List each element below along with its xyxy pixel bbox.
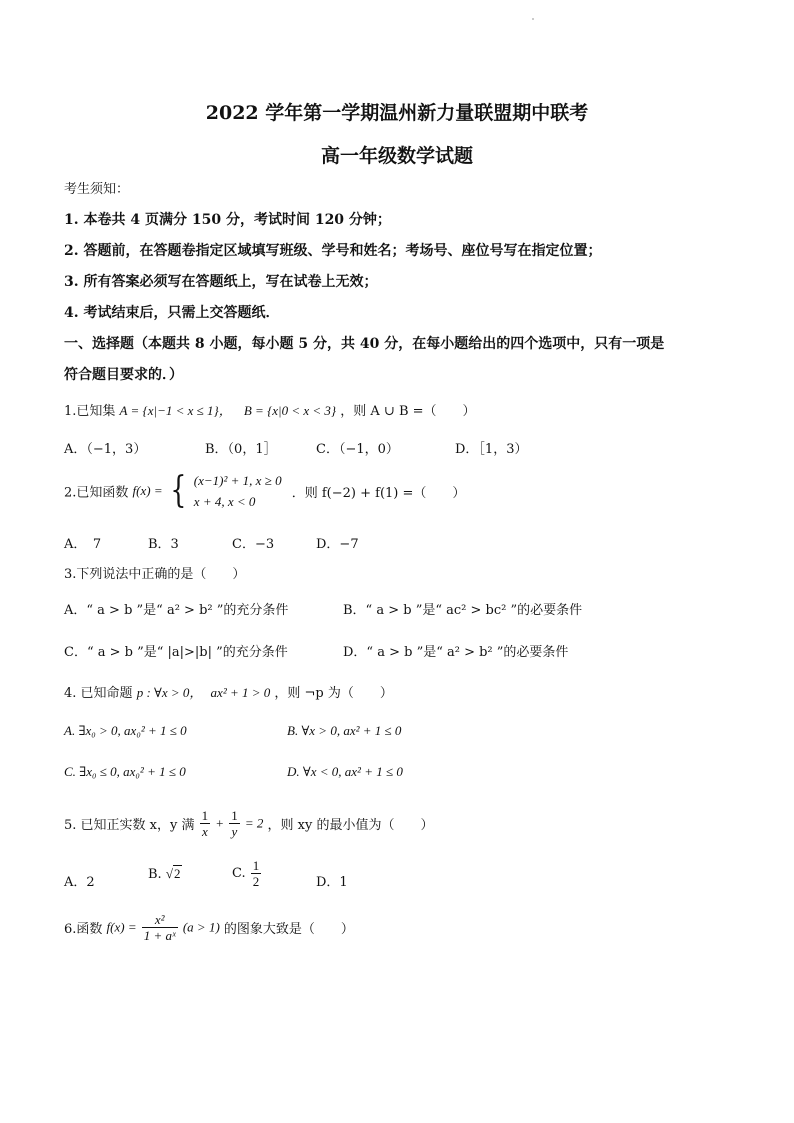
q4-option-a: A. ∃x₀ > 0, ax₀² + 1 ≤ 0 bbox=[64, 723, 187, 738]
question-6 bbox=[64, 912, 354, 943]
question-4 bbox=[64, 682, 393, 701]
q5-eq-tail: = 2 bbox=[244, 815, 264, 831]
q5-option-d: D．1 bbox=[316, 875, 348, 890]
q4-lead: 4. 已知命题 bbox=[64, 686, 133, 701]
q4-option-c: C. ∃x₀ ≤ 0, ax₀² + 1 ≤ 0 bbox=[64, 764, 186, 779]
section-heading: 一、选择题（本题共 8 小题，每小题 5 分，共 40 分，在每小题给出的四个选项中，只有一项是 bbox=[64, 336, 665, 352]
q2-option-c: C．−3 bbox=[232, 537, 275, 552]
q1-option-c: C．（−1，0） bbox=[316, 442, 399, 457]
q4-tail: ，则 ¬p 为（ ） bbox=[274, 686, 393, 701]
q5-plus: + bbox=[215, 815, 225, 831]
q6-den: 1 + aˣ bbox=[143, 928, 176, 943]
q5-frac-2: $\frac{1}{y}$ bbox=[231, 808, 238, 839]
notice-item-3: 3. 所有答案必须写在答题纸上，写在试卷上无效； bbox=[64, 274, 378, 290]
q4-option-d: D. ∀x < 0, ax² + 1 ≤ 0 bbox=[287, 764, 403, 779]
q5-sqrt: √2 bbox=[165, 866, 181, 881]
scan-speck bbox=[532, 18, 534, 20]
q5-option-c-num: 1 bbox=[252, 858, 260, 873]
q3-option-d: D．“ a > b ”是“ a² > b² ”的必要条件 bbox=[343, 645, 569, 660]
q1-set-b: B = {x|0 < x < 3} bbox=[243, 403, 337, 418]
q5-tail: ，则 xy 的最小值为（ ） bbox=[267, 818, 434, 833]
q1-option-a: A．（−1，3） bbox=[64, 442, 147, 457]
q6-fx: f(x) = bbox=[106, 919, 137, 935]
q3-option-b: B．“ a > b ”是“ ac² > bc² ”的必要条件 bbox=[343, 603, 583, 618]
q5-lead: 5. 已知正实数 x，y 满 bbox=[64, 818, 195, 833]
q5-sqrt-radicand: 2 bbox=[173, 866, 181, 881]
q5-option-b bbox=[148, 866, 182, 882]
q5-frac-1: $\frac{1}{x}$ bbox=[201, 808, 209, 839]
q3-option-a: A．“ a > b ”是“ a² > b² ”的充分条件 bbox=[64, 603, 289, 618]
q1-tail: ，则 A ∪ B =（ ） bbox=[340, 404, 476, 419]
notice-heading: 考生须知： bbox=[64, 182, 130, 197]
question-5 bbox=[64, 808, 433, 839]
q6-tail: 的图象大致是（ ） bbox=[223, 922, 354, 937]
q2-lead: 2.已知函数 bbox=[64, 485, 129, 501]
question-3: 3.下列说法中正确的是（ ） bbox=[64, 567, 246, 582]
question-1 bbox=[64, 400, 476, 419]
q2-case-2: x + 4, x < 0 bbox=[193, 494, 256, 509]
q5-option-c-den: 2 bbox=[252, 874, 260, 889]
question-2 bbox=[64, 470, 465, 512]
q6-lead: 6.函数 bbox=[64, 922, 103, 937]
q2-option-d: D．−7 bbox=[316, 537, 359, 552]
q1-option-b: B．（0，1］ bbox=[205, 442, 277, 457]
q4-expr: ax² + 1 > 0 bbox=[210, 685, 271, 700]
q1-option-d: D．［1，3） bbox=[455, 442, 528, 457]
exam-title: 2022 学年第一学期温州新力量联盟期中联考 bbox=[205, 102, 589, 124]
q2-option-b: B．3 bbox=[148, 537, 179, 552]
exam-subtitle: 高一年级数学试题 bbox=[320, 145, 473, 167]
q4-prop: p : ∀x > 0， bbox=[136, 685, 203, 700]
q2-cases bbox=[194, 470, 282, 512]
section-heading-cont: 符合题目要求的．） bbox=[64, 367, 183, 383]
q5-option-c bbox=[232, 858, 262, 889]
q2-case-1: (x−1)² + 1, x ≥ 0 bbox=[193, 473, 282, 488]
q2-tail: ．则 f(−2) + f(1) =（ ） bbox=[291, 485, 466, 501]
q2-option-a: A． 7 bbox=[64, 537, 102, 552]
q3-option-c: C．“ a > b ”是“ |a|>|b| ”的充分条件 bbox=[64, 645, 288, 660]
q2-fx: f(x) = bbox=[132, 483, 163, 498]
q5-option-a: A．2 bbox=[64, 875, 95, 890]
q5-option-b-label: B. bbox=[148, 867, 162, 882]
q4-option-b: B. ∀x > 0, ax² + 1 ≤ 0 bbox=[287, 723, 402, 738]
notice-item-4: 4. 考试结束后，只需上交答题纸． bbox=[64, 305, 280, 321]
q6-num: x² bbox=[142, 912, 178, 928]
notice-item-1: 1. 本卷共 4 页满分 150 分，考试时间 120 分钟； bbox=[64, 212, 391, 228]
q2-brace: { bbox=[170, 470, 187, 511]
q1-lead: 1.已知集 bbox=[64, 404, 116, 419]
q6-frac bbox=[142, 912, 178, 943]
q6-cond: (a > 1) bbox=[182, 919, 220, 935]
q1-set-a: A = {x|−1 < x ≤ 1}， bbox=[119, 403, 232, 418]
q5-option-c-label: C. bbox=[232, 866, 246, 881]
notice-item-2: 2. 答题前，在答题卷指定区域填写班级、学号和姓名；考场号、座位号写在指定位置； bbox=[64, 243, 602, 259]
q5-option-c-frac bbox=[251, 858, 262, 889]
